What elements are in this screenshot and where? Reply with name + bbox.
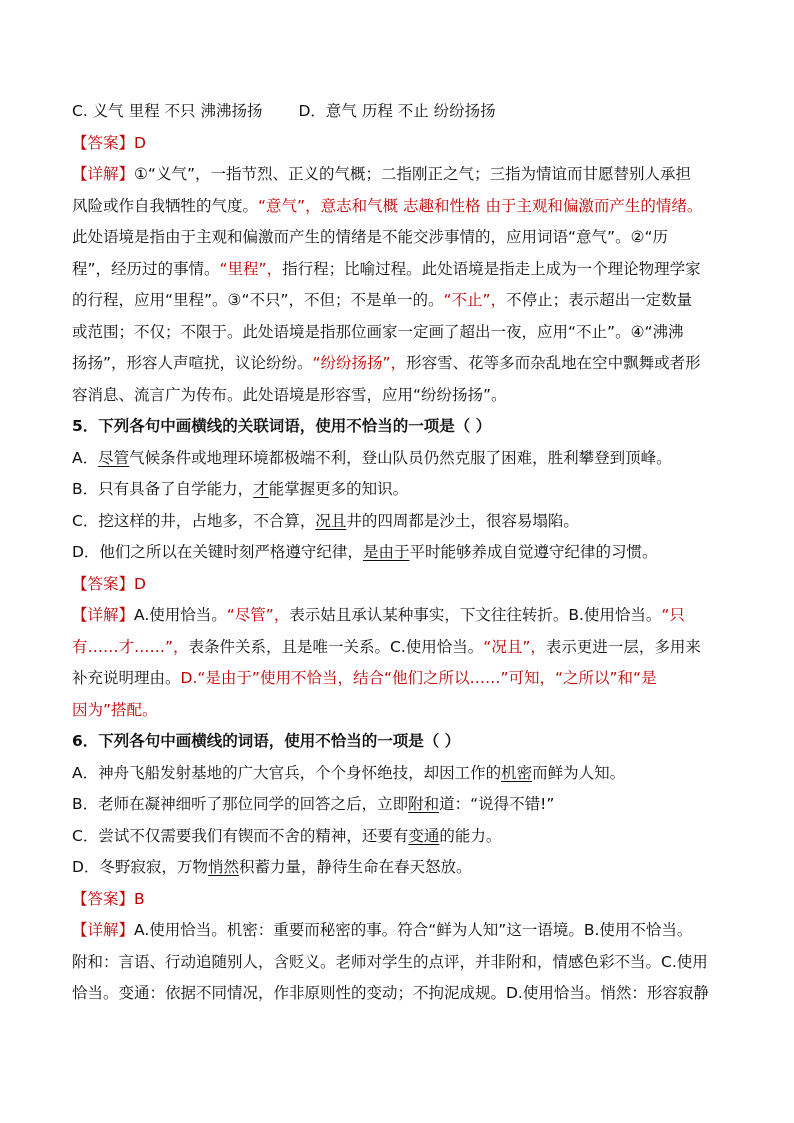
explanation-4-line-4: 程”，经历过的事情。“里程”，指行程；比喻过程。此处语境是指走上成为一个理论物理学家 — [72, 259, 701, 278]
question-6-option-a: A．神舟飞船发射基地的广大官兵，个个身怀绝技，却因工作的机密而鲜为人知。 — [72, 763, 626, 782]
answer-5 — [72, 569, 724, 601]
explanation-4-line-6: 或范围；不仅；不限于。此处语境是指那位画家一定画了超出一夜，应用“不止”。④“沸沸 — [72, 322, 684, 341]
explanation-4-line-1: 【详解】①“义气”，一指节烈、正义的气概；二指刚正之气；三指为情谊而甘愿替别人承担 — [72, 165, 691, 183]
explanation-6-line-3: 恰当。变通：依据不同情况，作非原则性的变动；不拘泥成规。D.使用恰当。悄然：形容寂静 — [72, 984, 709, 1002]
question-6-option-c: C．尝试不仅需要我们有锲而不舍的精神，还要有变通的能力。 — [72, 826, 502, 845]
answer-tag: 【答案】 — [72, 889, 135, 908]
question-5-stem: 5．下列各句中画横线的关联词语，使用不恰当的一项是（ ） — [72, 417, 492, 435]
explanation-4-line-8: 容消息、流言广为传布。此处语境是形容雪，应用“纷纷扬扬”。 — [72, 385, 507, 404]
underlined-word: 悄然 — [207, 858, 239, 876]
explanation-5-line-2: 有……才……”，表条件关系，且是唯一关系。C.使用恰当。“况且”，表示更进一层，多用来 — [72, 637, 701, 656]
question-5-option-d: D．他们之所以在关键时刻严格遵守纪律，是由于平时能够养成自觉遵守纪律的习惯。 — [72, 543, 658, 561]
answer-value: B — [134, 889, 145, 908]
underlined-word: 尽管 — [98, 448, 130, 467]
document-page — [72, 96, 724, 1010]
answer-6 — [72, 884, 724, 916]
option-c: C. 义气 里程 不只 沸沸扬扬 — [72, 102, 263, 120]
underlined-word: 变通 — [408, 826, 440, 845]
explanation-6-line-2: 附和：言语、行动追随别人，含贬义。老师对学生的点评，并非附和，情感色彩不当。C.使用 — [72, 952, 708, 971]
explanation-6-line-1: 【详解】A.使用恰当。机密：重要而秘密的事。符合“鲜为人知”这一语境。B.使用不恰当。 — [72, 921, 693, 939]
underlined-word: 机密 — [501, 763, 533, 782]
answer-value: D — [134, 574, 146, 593]
explanation-tag: 【详解】 — [72, 606, 135, 624]
underlined-word: 附和 — [408, 795, 440, 813]
question-5-option-a: A．尽管气候条件或地理环境都极端不利，登山队员仍然克服了困难，胜利攀登到顶峰。 — [72, 448, 672, 467]
answer-value: D — [134, 133, 146, 152]
explanation-tag: 【详解】 — [72, 165, 135, 183]
question-5-option-b: B．只有具备了自学能力，才能掌握更多的知识。 — [72, 480, 409, 498]
underlined-word: 才 — [253, 480, 269, 498]
explanation-4-line-5: 的行程，应用“里程”。③“不只”，不但；不是单一的。“不止”，不停止；表示超出一定数量 — [72, 291, 693, 309]
answer-tag: 【答案】 — [72, 133, 135, 152]
explanation-4-line-2: 风险或作自我牺牲的气度。“意气”，意志和气概 志趣和性格 由于主观和偏激而产生的情绪。 — [72, 196, 703, 215]
question-6-stem: 6．下列各句中画横线的词语，使用不恰当的一项是（ ） — [72, 732, 461, 750]
answer-4 — [72, 128, 724, 160]
explanation-5-line-4: 因为”搭配。 — [72, 700, 158, 719]
question-6-option-b: B．老师在凝神细听了那位同学的回答之后，立即附和道：“说得不错!” — [72, 795, 555, 813]
explanation-4-line-7: 扬扬”，形容人声喧扰，议论纷纷。“纷纷扬扬”，形容雪、花等多而杂乱地在空中飘舞或者形 — [72, 354, 701, 372]
explanation-tag: 【详解】 — [72, 921, 135, 939]
question-6-option-d: D．冬野寂寂，万物悄然积蓄力量，静待生命在春天怒放。 — [72, 858, 472, 876]
answer-tag: 【答案】 — [72, 574, 135, 593]
question-5-option-c: C．挖这样的井，占地多，不合算，况且井的四周都是沙土，很容易塌陷。 — [72, 511, 579, 530]
q4-options-cd — [72, 96, 724, 128]
underlined-word: 况且 — [315, 511, 347, 530]
explanation-4-line-3: 此处语境是指由于主观和偏激而产生的情绪是不能交涉事情的，应用词语“意气”。②“历 — [72, 228, 668, 246]
underlined-word: 是由于 — [362, 543, 410, 561]
explanation-5-line-1: 【详解】A.使用恰当。“尽管”，表示姑且承认某种事实，下文往往转折。B.使用恰当。“只 — [72, 606, 685, 624]
option-d: D．意气 历程 不止 纷纷扬扬 — [298, 102, 496, 120]
explanation-5-line-3: 补充说明理由。D.“是由于”使用不恰当，结合“他们之所以……”可知，“之所以”和“是 — [72, 669, 657, 687]
